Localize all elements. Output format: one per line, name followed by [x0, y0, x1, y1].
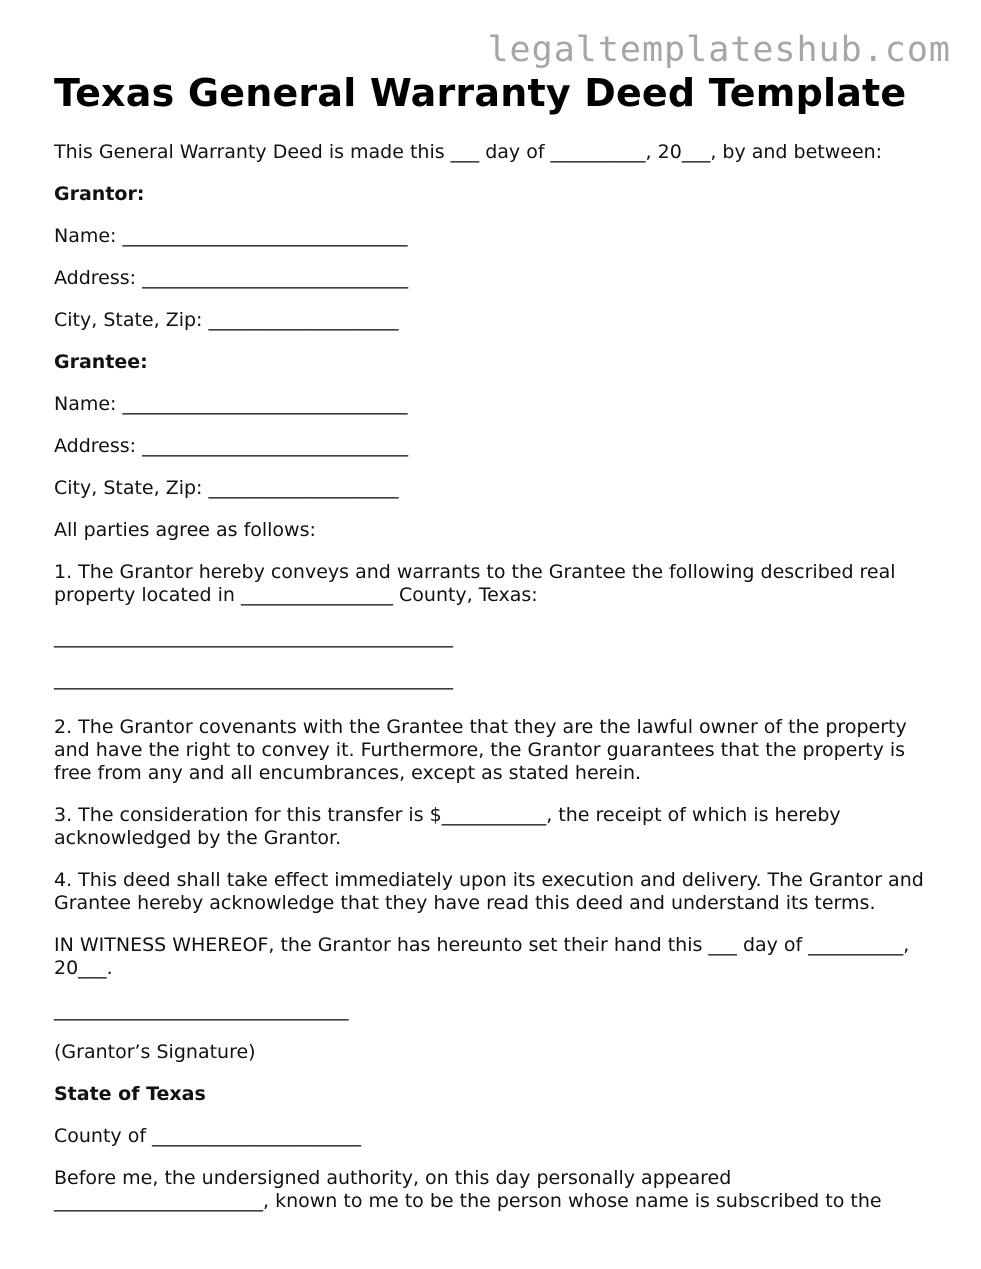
clause-3: 3. The consideration for this transfer is $___________, the receipt of which is hereby acknowledged by the Grantor. — [54, 804, 847, 849]
acknowledgment-paragraph: Before me, the undersigned authority, on this day personally appeared ______________________, known to me to be the person whose name is subscribed to the — [54, 1167, 882, 1212]
signature-line: _______________________________ — [54, 999, 349, 1021]
clause-2: 2. The Grantor covenants with the Grantee that they are the lawful owner of the property and have the right to convey it. Furthermore, the Grantor guarantees that the property is free from any and all encumbrances, except as stated herein. — [54, 716, 913, 784]
county-field: County of ______________________ — [54, 1125, 362, 1147]
grantor-heading: Grantor: — [54, 183, 145, 205]
witness-paragraph: IN WITNESS WHEREOF, the Grantor has hereunto set their hand this ___ day of __________, 20___. — [54, 934, 916, 979]
watermark: legaltemplateshub.com — [487, 30, 951, 70]
grantee-name-field: Name: ______________________________ — [54, 393, 408, 415]
intro-paragraph: This General Warranty Deed is made this ___ day of __________, 20___, by and between: — [54, 141, 883, 163]
grantee-address-field: Address: ____________________________ — [54, 435, 409, 457]
grantee-heading: Grantee: — [54, 351, 148, 373]
grantor-name-field: Name: ______________________________ — [54, 225, 408, 247]
property-description-line-1: __________________________________________ — [54, 626, 453, 648]
state-heading: State of Texas — [54, 1083, 206, 1105]
clause-4: 4. This deed shall take effect immediately upon its execution and delivery. The Grantor and Grantee hereby acknowledge that they have read this deed and understand its terms. — [54, 869, 930, 914]
grantor-city-field: City, State, Zip: ____________________ — [54, 309, 399, 331]
grantee-city-field: City, State, Zip: ____________________ — [54, 477, 399, 499]
property-description-line-2: __________________________________________ — [54, 668, 453, 690]
document-body — [54, 70, 934, 1213]
agreement-intro: All parties agree as follows: — [54, 519, 316, 541]
grantor-address-field: Address: ____________________________ — [54, 267, 409, 289]
signature-caption: (Grantor’s Signature) — [54, 1041, 256, 1063]
document-title: Texas General Warranty Deed Template — [54, 71, 907, 115]
clause-1: 1. The Grantor hereby conveys and warrants to the Grantee the following described real property located in ________________ County, Texas: — [54, 561, 902, 606]
